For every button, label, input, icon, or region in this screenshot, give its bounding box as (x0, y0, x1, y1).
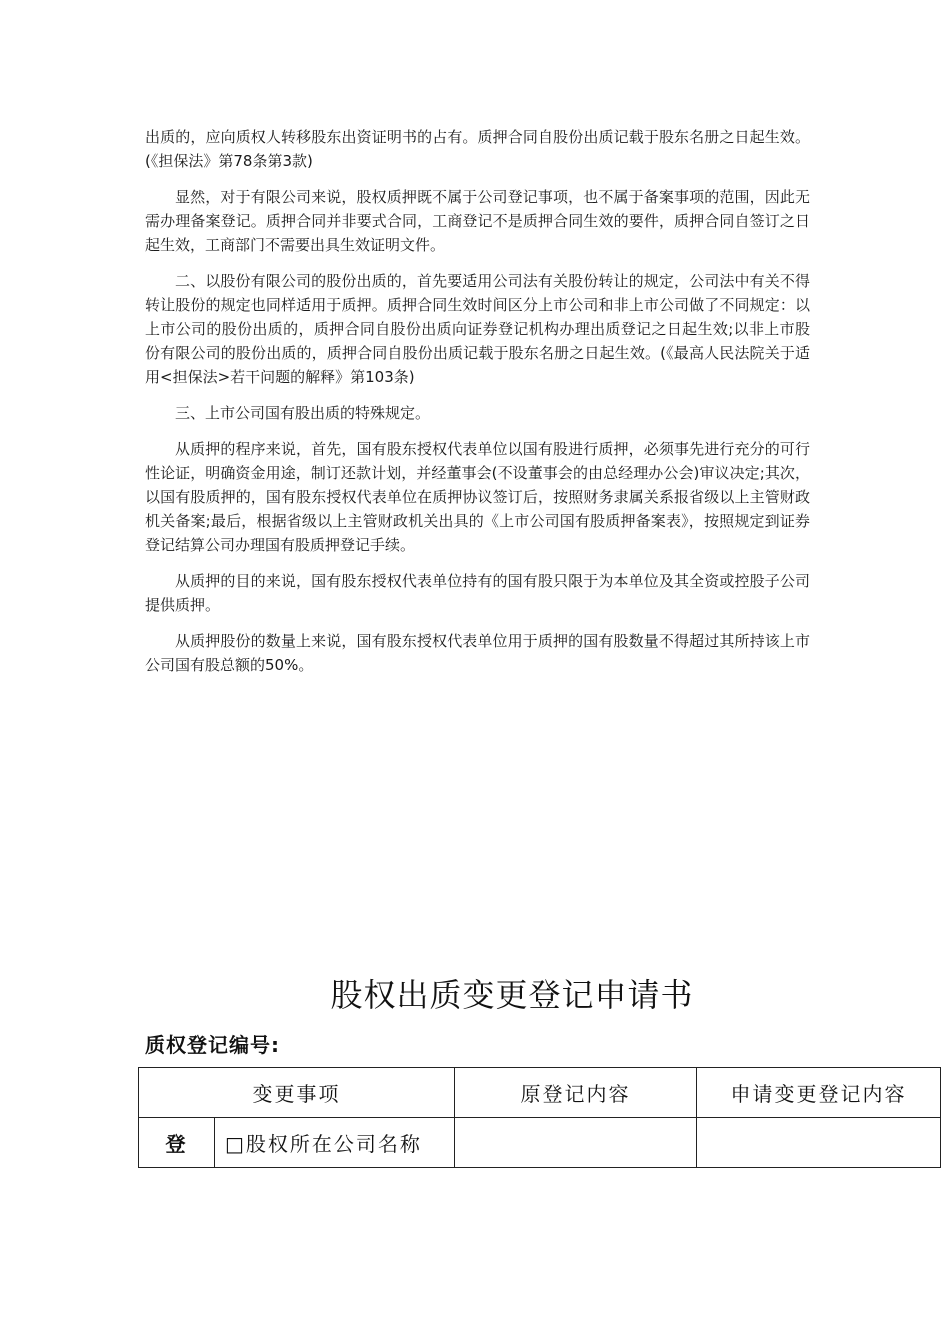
row-group-label: 登 (139, 1118, 215, 1168)
row-item-company-name[interactable]: □股权所在公司名称 (215, 1118, 455, 1168)
document-body (145, 125, 810, 689)
header-requested-content: 申请变更登记内容 (697, 1068, 941, 1118)
paragraph-5: 从质押的程序来说，首先，国有股东授权代表单位以国有股进行质押，必须事先进行充分的可行性论证，明确资金用途，制订还款计划，并经董事会(不设董事会的由总经理办公会)审议决定;其次，以国有股质押的，国有股东授权代表单位在质押协议签订后，按照财务隶属关系报省级以上主管财政机关备案;最后，根据省级以上主管财政机关出具的《上市公司国有股质押备案表》，按照规定到证券登记结算公司办理国有股质押登记手续。 (145, 440, 810, 554)
form-title: 股权出质变更登记申请书 (330, 976, 694, 1014)
paragraph-2: 显然，对于有限公司来说，股权质押既不属于公司登记事项，也不属于备案事项的范围，因此无需办理备案登记。质押合同并非要式合同，工商登记不是质押合同生效的要件，质押合同自签订之日起生效，工商部门不需要出具生效证明文件。 (145, 188, 810, 254)
table-header-row (139, 1068, 941, 1118)
header-change-item: 变更事项 (139, 1068, 455, 1118)
header-original-content: 原登记内容 (455, 1068, 697, 1118)
paragraph-3: 二、以股份有限公司的股份出质的，首先要适用公司法有关股份转让的规定，公司法中有关不得转让股份的规定也同样适用于质押。质押合同生效时间区分上市公司和非上市公司做了不同规定：以上市公司的股份出质的，质押合同自股份出质向证券登记机构办理出质登记之日起生效;以非上市股份有限公司的股份出质的，质押合同自股份出质记载于股东名册之日起生效。(《最高人民法院关于适用<担保法>若干问题的解释》第103条) (145, 272, 810, 386)
table-row (139, 1118, 941, 1168)
paragraph-1: 出质的，应向质权人转移股东出资证明书的占有。质押合同自股份出质记载于股东名册之日起生效。(《担保法》第78条第3款) (145, 128, 810, 170)
paragraph-4: 三、上市公司国有股出质的特殊规定。 (175, 404, 431, 422)
paragraph-6: 从质押的目的来说，国有股东授权代表单位持有的国有股只限于为本单位及其全资或控股子公司提供质押。 (145, 572, 810, 614)
cell-requested-content[interactable] (697, 1118, 941, 1168)
change-registration-table (138, 1067, 941, 1168)
cell-original-content[interactable] (455, 1118, 697, 1168)
paragraph-7: 从质押股份的数量上来说，国有股东授权代表单位用于质押的国有股数量不得超过其所持该上市公司国有股总额的50%。 (145, 632, 810, 674)
registration-number-label: 质权登记编号: (145, 1033, 280, 1057)
